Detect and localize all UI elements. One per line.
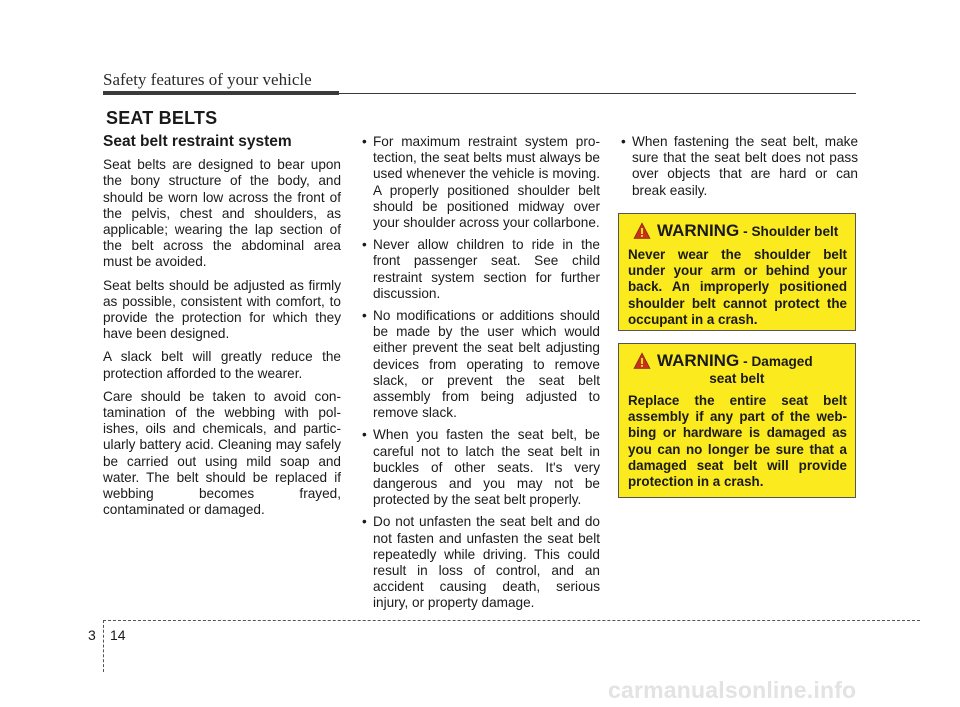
column-1 xyxy=(103,134,341,525)
column-2 xyxy=(361,134,600,618)
bullet-item: • For maximum restraint system pro-tection, the seat belts must always be used whenever the vehicle is moving. A properly positioned shoulder belt should be positioned midway over your shoulder across your collarbone. xyxy=(361,134,600,231)
footer-rule xyxy=(103,620,920,621)
bullet-item: • When you fasten the seat belt, be careful not to latch the seat belt in buckles of other seats. It's very dangerous and you may not be protected by the seat belt properly. xyxy=(361,427,600,508)
chapter-number: 3 xyxy=(88,627,96,643)
warning-subject: - Damaged xyxy=(743,354,813,369)
footer-divider xyxy=(103,620,104,672)
warning-subject-line2: seat belt xyxy=(709,371,765,386)
warning-subject: - Shoulder belt xyxy=(743,224,839,239)
page-number: 14 xyxy=(110,627,126,643)
header-title: Safety features of your vehicle xyxy=(103,70,312,89)
paragraph: Seat belts are designed to bear upon the bony structure of the body, and should be worn low across the front of the pelvis, chest and shoulders, as applicable; wearing the lap section of the belt across the abdominal area must be avoided. xyxy=(103,157,341,270)
paragraph: Care should be taken to avoid con-tamination of the webbing with pol-ishes, oils and chemicals, and partic-ularly battery acid. Cleaning may safely be carried out using mild soap and water. The belt should be replaced if webbing becomes frayed, contaminated or damaged. xyxy=(103,388,341,518)
warning-box-damaged-belt xyxy=(618,343,856,498)
warning-word: WARNING xyxy=(657,351,740,370)
warning-triangle-icon xyxy=(633,352,651,370)
watermark: carmanualsonline.info xyxy=(608,677,857,703)
warning-word: WARNING xyxy=(657,221,740,240)
section-title: SEAT BELTS xyxy=(106,108,218,128)
header-bar xyxy=(103,91,339,95)
warning-text: Replace the entire seat belt assembly if any part of the web-bing or hardware is damaged as you can no longer be sure that a damaged seat belt will provide protection in a crash. xyxy=(628,393,847,490)
bullet-item: • Never allow children to ride in the front passenger seat. See child restraint system section for further discussion. xyxy=(361,237,600,302)
header-rule xyxy=(339,93,856,94)
bullet-list xyxy=(361,134,600,612)
bullet-item: • No modifications or additions should be made by the user which would either prevent the seat belt adjusting devices from operating to remove slack, or prevent the seat belt assembly from being adjusted to remove slack. xyxy=(361,308,600,421)
bullet-item: • Do not unfasten the seat belt and do not fasten and unfasten the seat belt repeatedly while driving. This could result in loss of control, and an accident causing death, serious injury, or property damage. xyxy=(361,514,600,611)
column-3 xyxy=(620,134,858,205)
subheading: Seat belt restraint system xyxy=(103,133,292,150)
warning-box-shoulder-belt xyxy=(618,213,856,331)
warning-header xyxy=(633,352,847,387)
bullet-item: • When fastening the seat belt, make sure that the seat belt does not pass over objects that are hard or can break easily. xyxy=(620,134,858,199)
warning-triangle-icon xyxy=(633,222,651,240)
bullet-list xyxy=(620,134,858,199)
warning-header xyxy=(633,222,847,241)
warning-text: Never wear the shoulder belt under your arm or behind your back. An improperly positioned shoulder belt cannot protect the occupant in a crash. xyxy=(628,247,847,327)
paragraph: A slack belt will greatly reduce the protection afforded to the wearer. xyxy=(103,349,341,381)
paragraph: Seat belts should be adjusted as firmly as possible, consistent with comfort, to provide the protection for which they have been designed. xyxy=(103,277,341,342)
